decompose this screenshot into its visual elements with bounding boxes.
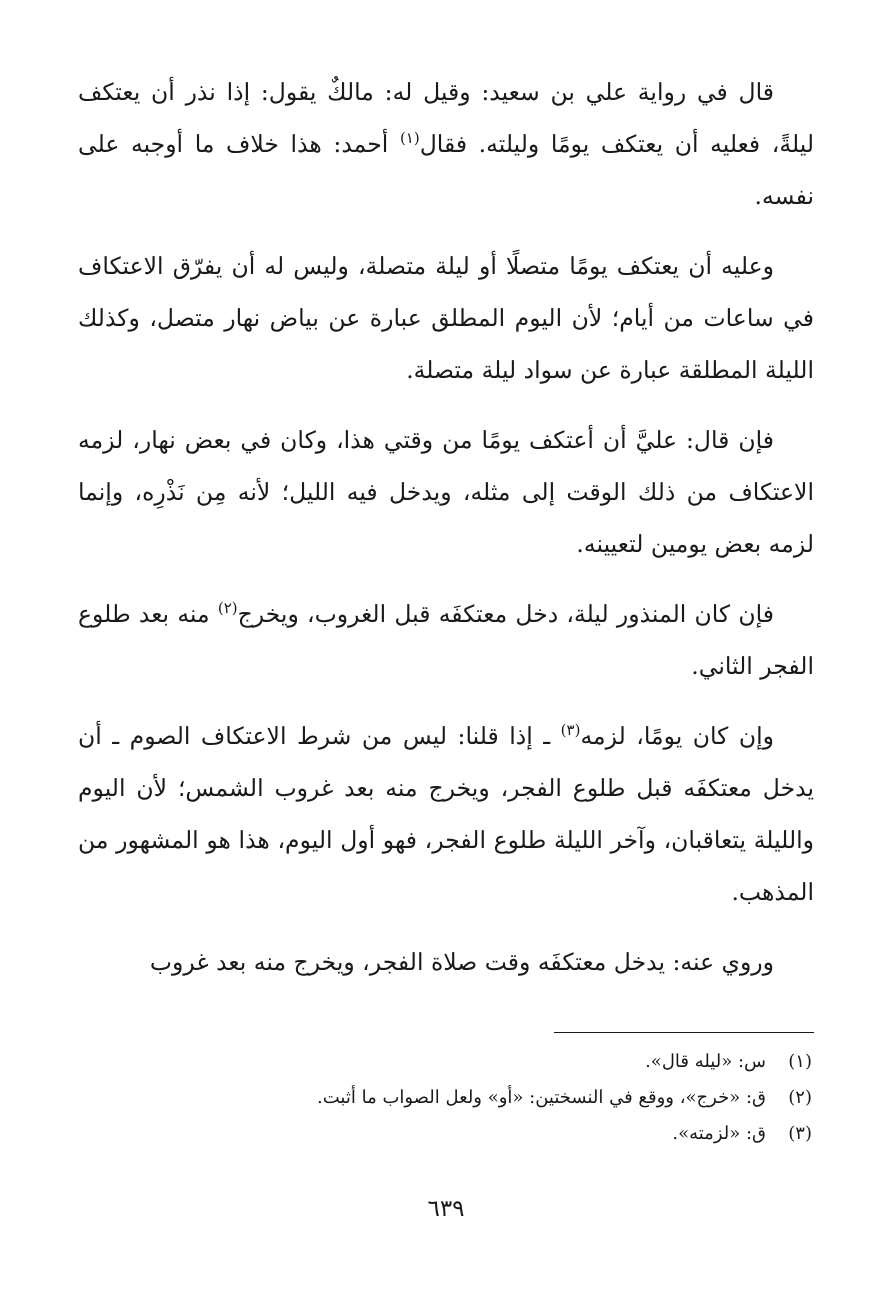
paragraph-3-text: فإن قال: عليَّ أن أعتكف يومًا من وقتي هذا، وكان في بعض نهار، لزمه الاعتكاف من ذلك الوقت إلى مثله، ويدخل فيه الليل؛ لأنه مِن نَذْرِه، وإنما لزمه بعض يومين لتعيينه. <box>78 426 814 558</box>
paragraph-4-text-a: فإن كان المنذور ليلة، دخل معتكفَه قبل الغروب، ويخرج <box>237 600 775 628</box>
paragraph-5-text-b: ـ إذا قلنا: ليس من شرط الاعتكاف الصوم ـ أن يدخل معتكفَه قبل طلوع الفجر، ويخرج منه بعد غروب الشمس؛ لأن اليوم والليلة يتعاقبان، وآخر الليلة طلوع الفجر، فهو أول اليوم، هذا هو المشهور من المذهب. <box>78 722 814 906</box>
paragraph-1-text-b: أحمد: هذا خلاف ما أوجبه على نفسه. <box>78 130 814 210</box>
paragraph-3 <box>78 414 814 570</box>
footnote-3-number: (٣) <box>788 1123 812 1144</box>
footnote-1-text: س: «ليله قال». <box>645 1051 766 1072</box>
footnote-3 <box>78 1116 814 1152</box>
footnote-ref-1[interactable]: (١) <box>399 129 420 148</box>
paragraph-4-text-b: منه بعد طلوع الفجر الثاني. <box>78 600 814 680</box>
footnote-2-text: ق: «خرج»، ووقع في النسختين: «أو» ولعل الصواب ما أثبت. <box>317 1087 766 1108</box>
footnote-1 <box>78 1044 814 1080</box>
paragraph-2 <box>78 240 814 396</box>
footnote-divider <box>554 1032 814 1033</box>
footnote-2 <box>78 1080 814 1116</box>
footnote-2-number: (٢) <box>788 1087 812 1108</box>
paragraph-5-text-a: وإن كان يومًا، لزمه <box>580 722 775 750</box>
main-text <box>78 66 814 1006</box>
paragraph-4 <box>78 588 814 692</box>
page-number: ٦٣٩ <box>427 1196 465 1222</box>
paragraph-1 <box>78 66 814 222</box>
paragraph-6-text: وروي عنه: يدخل معتكفَه وقت صلاة الفجر، ويخرج منه بعد غروب <box>149 948 774 976</box>
paragraph-2-text: وعليه أن يعتكف يومًا متصلًا أو ليلة متصلة، وليس له أن يفرّق الاعتكاف في ساعات من أيام؛ لأن اليوم المطلق عبارة عن بياض نهار متصل، وكذلك الليلة المطلقة عبارة عن سواد ليلة متصلة. <box>78 252 814 384</box>
paragraph-1-text-a: قال في رواية علي بن سعيد: وقيل له: مالكٌ يقول: إذا نذر أن يعتكف ليلةً، فعليه أن يعتكف يومًا وليلته. فقال <box>78 78 814 158</box>
footnotes <box>78 1044 814 1152</box>
footnote-ref-3[interactable]: (٣) <box>560 721 581 740</box>
paragraph-5 <box>78 710 814 918</box>
footnote-3-text: ق: «لزمته». <box>672 1123 766 1144</box>
paragraph-6 <box>78 936 814 988</box>
footnote-1-number: (١) <box>788 1051 812 1072</box>
footnote-ref-2[interactable]: (٢) <box>217 599 238 618</box>
